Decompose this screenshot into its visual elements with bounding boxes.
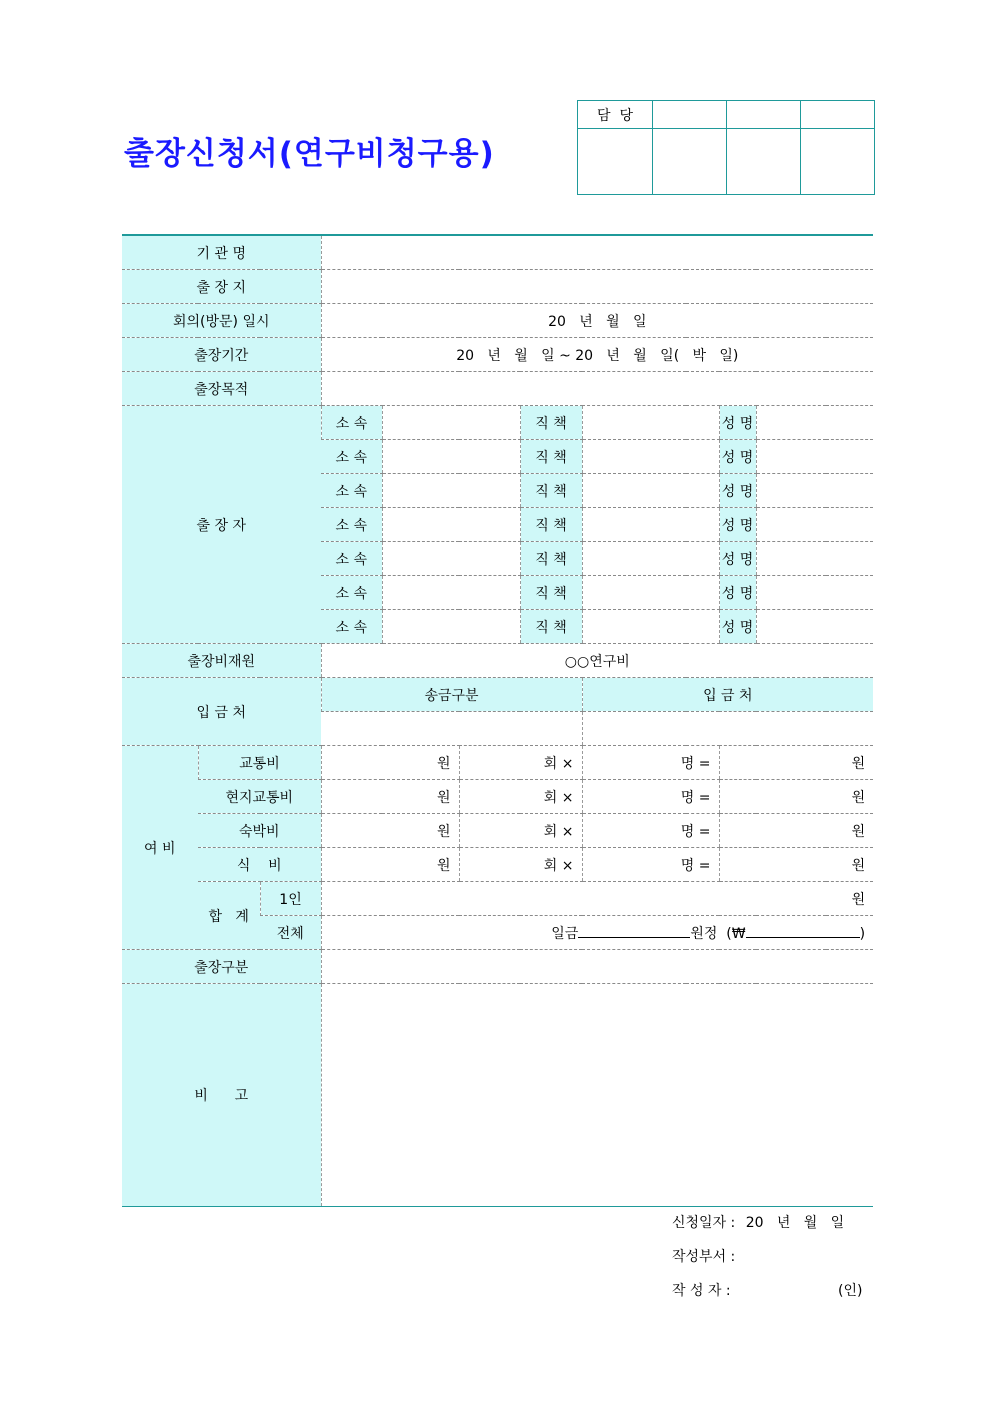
approval-slot-2[interactable] [727,101,801,129]
position-field[interactable] [582,474,719,508]
position-label: 직 책 [520,610,582,644]
position-field[interactable] [582,576,719,610]
approval-slot-1[interactable] [653,101,727,129]
send-type-field[interactable] [321,712,582,746]
affil-label: 소 속 [321,542,382,576]
trip-type-label: 출장구분 [122,950,321,984]
fund-field[interactable]: ○○연구비 [321,644,873,678]
signature-writer [672,1280,731,1300]
meal-persons[interactable]: 명 = [582,848,719,882]
name-label: 성 명 [719,474,756,508]
writer-label: 작 성 자 : [672,1283,731,1299]
position-label: 직 책 [520,576,582,610]
name-field[interactable] [756,474,873,508]
application-form [122,234,873,1207]
transport-total[interactable]: 원 [719,746,873,780]
lodging-persons[interactable]: 명 = [582,814,719,848]
period-label: 출장기간 [122,338,321,372]
date-label: 신청일자 : [672,1215,736,1231]
transport-label: 교통비 [198,746,321,780]
position-label: 직 책 [520,406,582,440]
deposit-to-field[interactable] [582,712,873,746]
remarks-label: 비 고 [122,984,321,1207]
affil-label: 소 속 [321,508,382,542]
local-transport-amount[interactable]: 원 [321,780,459,814]
name-label: 성 명 [719,440,756,474]
name-label: 성 명 [719,542,756,576]
transport-persons[interactable]: 명 = [582,746,719,780]
place-field[interactable] [321,270,873,304]
local-transport-times[interactable]: 회 × [459,780,582,814]
affil-field[interactable] [382,440,520,474]
position-label: 직 책 [520,542,582,576]
amount-mid: 원정 (₩ [690,925,746,942]
name-field[interactable] [756,576,873,610]
local-transport-total[interactable]: 원 [719,780,873,814]
name-label: 성 명 [719,406,756,440]
date-value[interactable]: 20 년 월 일 [745,1215,845,1231]
fund-label: 출장비재원 [122,644,321,678]
overall-label: 전체 [260,916,321,950]
approval-label: 담 당 [578,101,653,129]
amount-words-line[interactable] [578,923,690,938]
trip-type-field[interactable] [321,950,873,984]
name-field[interactable] [756,508,873,542]
approval-slot-3[interactable] [801,101,875,129]
approval-sign-2[interactable] [727,129,801,195]
deposit-label: 입 금 처 [122,678,321,746]
purpose-label: 출장목적 [122,372,321,406]
remarks-field[interactable] [321,984,873,1207]
position-field[interactable] [582,508,719,542]
affil-field[interactable] [382,406,520,440]
signature-date [672,1212,844,1232]
dept-label: 작성부서 : [672,1249,736,1265]
lodging-times[interactable]: 회 × [459,814,582,848]
meeting-field[interactable]: 20 년 월 일 [321,304,873,338]
transport-times[interactable]: 회 × [459,746,582,780]
position-label: 직 책 [520,440,582,474]
lodging-amount[interactable]: 원 [321,814,459,848]
name-field[interactable] [756,406,873,440]
position-field[interactable] [582,610,719,644]
position-label: 직 책 [520,508,582,542]
local-transport-label: 현지교통비 [198,780,321,814]
position-field[interactable] [582,406,719,440]
affil-label: 소 속 [321,474,382,508]
org-label: 기 관 명 [122,235,321,270]
affil-field[interactable] [382,576,520,610]
approval-sign-1[interactable] [653,129,727,195]
position-field[interactable] [582,440,719,474]
overall-total[interactable] [321,916,873,950]
affil-label: 소 속 [321,406,382,440]
name-label: 성 명 [719,508,756,542]
travel-cost-label: 여 비 [122,746,198,950]
meal-label: 식 비 [198,848,321,882]
name-label: 성 명 [719,576,756,610]
affil-label: 소 속 [321,610,382,644]
name-field[interactable] [756,440,873,474]
position-field[interactable] [582,542,719,576]
place-label: 출 장 지 [122,270,321,304]
affil-field[interactable] [382,610,520,644]
purpose-field[interactable] [321,372,873,406]
meeting-label: 회의(방문) 일시 [122,304,321,338]
name-field[interactable] [756,610,873,644]
amount-number-line[interactable] [746,923,860,938]
lodging-label: 숙박비 [198,814,321,848]
affil-field[interactable] [382,508,520,542]
amount-prefix: 일금 [551,925,579,942]
per-person-total[interactable]: 원 [321,882,873,916]
per-person-label: 1인 [260,882,321,916]
meal-amount[interactable]: 원 [321,848,459,882]
org-field[interactable] [321,235,873,270]
position-label: 직 책 [520,474,582,508]
seal-mark: (인) [838,1283,863,1299]
total-label: 합 계 [198,882,260,950]
approval-sign-0[interactable] [578,129,653,195]
affil-field[interactable] [382,542,520,576]
traveler-label: 출 장 자 [122,406,321,644]
affil-label: 소 속 [321,440,382,474]
affil-field[interactable] [382,474,520,508]
send-type-header: 송금구분 [321,678,582,712]
name-field[interactable] [756,542,873,576]
local-transport-persons[interactable]: 명 = [582,780,719,814]
affil-label: 소 속 [321,576,382,610]
lodging-total[interactable]: 원 [719,814,873,848]
deposit-to-header: 입 금 처 [582,678,873,712]
approval-sign-3[interactable] [801,129,875,195]
name-label: 성 명 [719,610,756,644]
meal-times[interactable]: 회 × [459,848,582,882]
approval-box [577,100,875,195]
meal-total[interactable]: 원 [719,848,873,882]
signature-dept [672,1246,735,1266]
amount-end: ) [859,925,866,942]
page-title: 출장신청서(연구비청구용) [124,136,495,172]
period-field[interactable]: 20 년 월 일 ~ 20 년 월 일( 박 일) [321,338,873,372]
transport-amount[interactable]: 원 [321,746,459,780]
